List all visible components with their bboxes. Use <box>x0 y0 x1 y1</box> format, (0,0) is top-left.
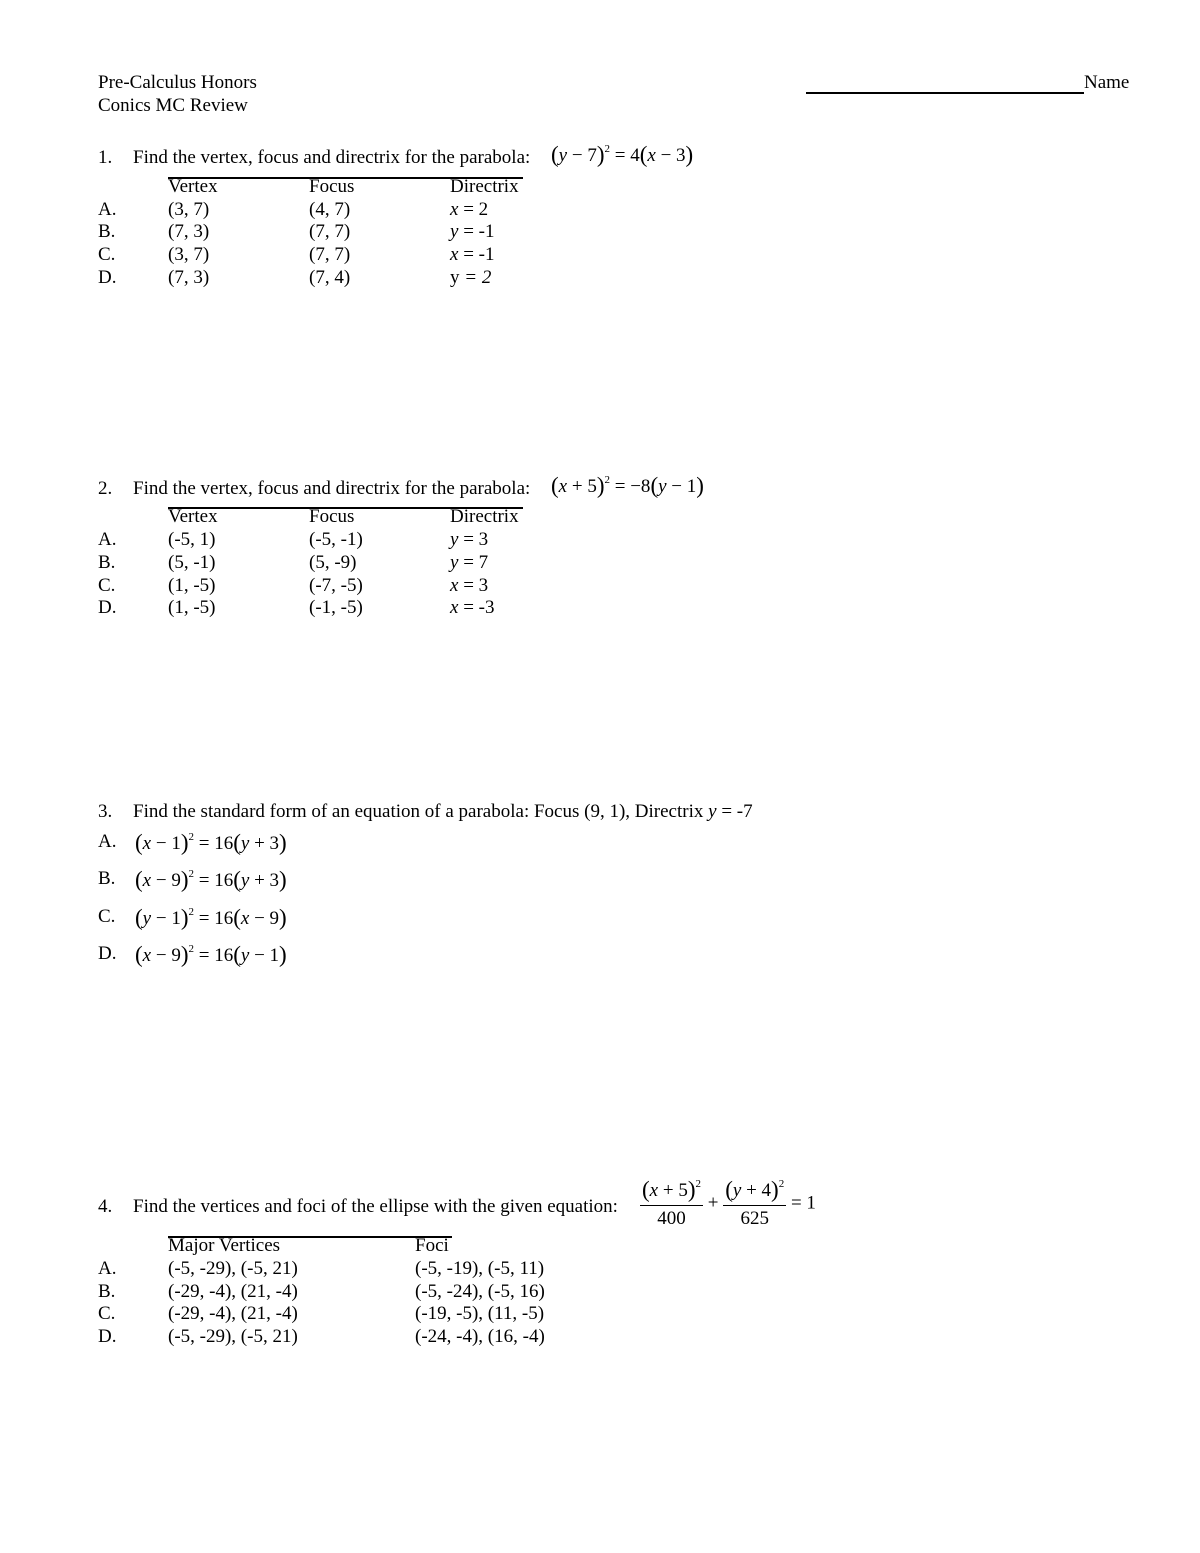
question-number: 3. <box>98 801 113 822</box>
option-letter: C. <box>98 575 116 596</box>
option-equation: $(x - 9)^2 = 16(y + 3)$ <box>135 867 287 892</box>
option-vertex: (3, 7) <box>168 199 210 220</box>
option-directrix: x = 3 <box>450 575 489 596</box>
option-focus: (-5, -1) <box>309 529 363 550</box>
question-prompt: Find the vertices and foci of the ellipse with the given equation: <box>133 1196 618 1217</box>
option-vertex: (5, -1) <box>168 552 216 573</box>
option-letter: D. <box>98 267 117 288</box>
option-vertex: (1, -5) <box>168 597 216 618</box>
option-directrix: x = -3 <box>450 597 495 618</box>
option-letter: C. <box>98 906 116 927</box>
question-number: 4. <box>98 1196 113 1217</box>
column-directrix: Directrix <box>450 506 519 527</box>
option-vertex: (7, 3) <box>168 221 210 242</box>
option-vertices: (-5, -29), (-5, 21) <box>168 1258 298 1279</box>
column-vertex: Vertex <box>168 176 218 197</box>
option-directrix: y = 7 <box>450 552 489 573</box>
question-prompt: Find the standard form of an equation of a parabola: Focus (9, 1), Directrix y = -7 <box>133 801 753 822</box>
option-letter: B. <box>98 1281 116 1302</box>
option-directrix: x = 2 <box>450 199 489 220</box>
option-equation: $(x - 1)^2 = 16(y + 3)$ <box>135 830 287 855</box>
option-letter: C. <box>98 1303 116 1324</box>
answer-table-header <box>168 1235 452 1256</box>
name-line[interactable] <box>806 92 1084 94</box>
option-equation: $(x - 9)^2 = 16(y - 1)$ <box>135 942 287 967</box>
option-focus: (7, 7) <box>309 244 351 265</box>
option-letter: C. <box>98 244 116 265</box>
fraction-x-term: $\frac{(x + 5)^2}{400}$ <box>642 1177 701 1229</box>
option-letter: D. <box>98 943 117 964</box>
option-vertex: (1, -5) <box>168 575 216 596</box>
answer-table-header <box>168 506 523 527</box>
worksheet-subtitle: Conics MC Review <box>98 95 248 116</box>
answer-table-header <box>168 176 523 197</box>
question-number: 2. <box>98 478 113 499</box>
option-focus: (7, 4) <box>309 267 351 288</box>
option-letter: B. <box>98 868 116 889</box>
option-vertex: (-5, 1) <box>168 529 216 550</box>
column-foci: Foci <box>415 1235 449 1256</box>
fraction-y-term: $\frac{(y + 4)^2}{625}$ <box>725 1177 785 1229</box>
option-directrix: y = 2 <box>450 267 492 288</box>
option-letter: B. <box>98 552 116 573</box>
option-vertices: (-29, -4), (21, -4) <box>168 1281 298 1302</box>
column-focus: Focus <box>309 176 355 197</box>
option-vertex: (7, 3) <box>168 267 210 288</box>
option-letter: A. <box>98 529 117 550</box>
option-letter: B. <box>98 221 116 242</box>
option-directrix: x = -1 <box>450 244 495 265</box>
option-focus: (-1, -5) <box>309 597 363 618</box>
option-vertices: (-5, -29), (-5, 21) <box>168 1326 298 1347</box>
option-letter: D. <box>98 1326 117 1347</box>
equals-one: = 1 <box>790 1192 816 1214</box>
option-letter: A. <box>98 199 117 220</box>
option-foci: (-19, -5), (11, -5) <box>415 1303 545 1324</box>
question-prompt: Find the vertex, focus and directrix for the parabola: <box>133 478 531 499</box>
option-focus: (-7, -5) <box>309 575 363 596</box>
parabola-equation: $(x + 5)^2 = -8(y - 1)$ <box>551 473 704 498</box>
option-focus: (4, 7) <box>309 199 351 220</box>
option-letter: D. <box>98 597 117 618</box>
option-directrix: y = 3 <box>450 529 489 550</box>
option-vertices: (-29, -4), (21, -4) <box>168 1303 298 1324</box>
option-letter: A. <box>98 1258 117 1279</box>
option-letter: A. <box>98 831 117 852</box>
plus-sign: + <box>707 1192 719 1214</box>
course-title: Pre-Calculus Honors <box>98 72 257 93</box>
name-label: Name <box>1084 72 1130 93</box>
option-focus: (7, 7) <box>309 221 351 242</box>
parabola-equation: $(y - 7)^2 = 4(x - 3)$ <box>551 142 694 167</box>
option-vertex: (3, 7) <box>168 244 210 265</box>
option-equation: $(y - 1)^2 = 16(x - 9)$ <box>135 905 287 930</box>
ellipse-equation <box>640 1177 816 1230</box>
question-number: 1. <box>98 147 113 168</box>
column-major-vertices: Major Vertices <box>168 1235 281 1256</box>
option-foci: (-24, -4), (16, -4) <box>415 1326 545 1347</box>
option-foci: (-5, -24), (-5, 16) <box>415 1281 545 1302</box>
option-directrix: y = -1 <box>450 221 495 242</box>
option-focus: (5, -9) <box>309 552 357 573</box>
question-prompt: Find the vertex, focus and directrix for the parabola: <box>133 147 531 168</box>
column-focus: Focus <box>309 506 355 527</box>
column-directrix: Directrix <box>450 176 519 197</box>
column-vertex: Vertex <box>168 506 218 527</box>
option-foci: (-5, -19), (-5, 11) <box>415 1258 545 1279</box>
